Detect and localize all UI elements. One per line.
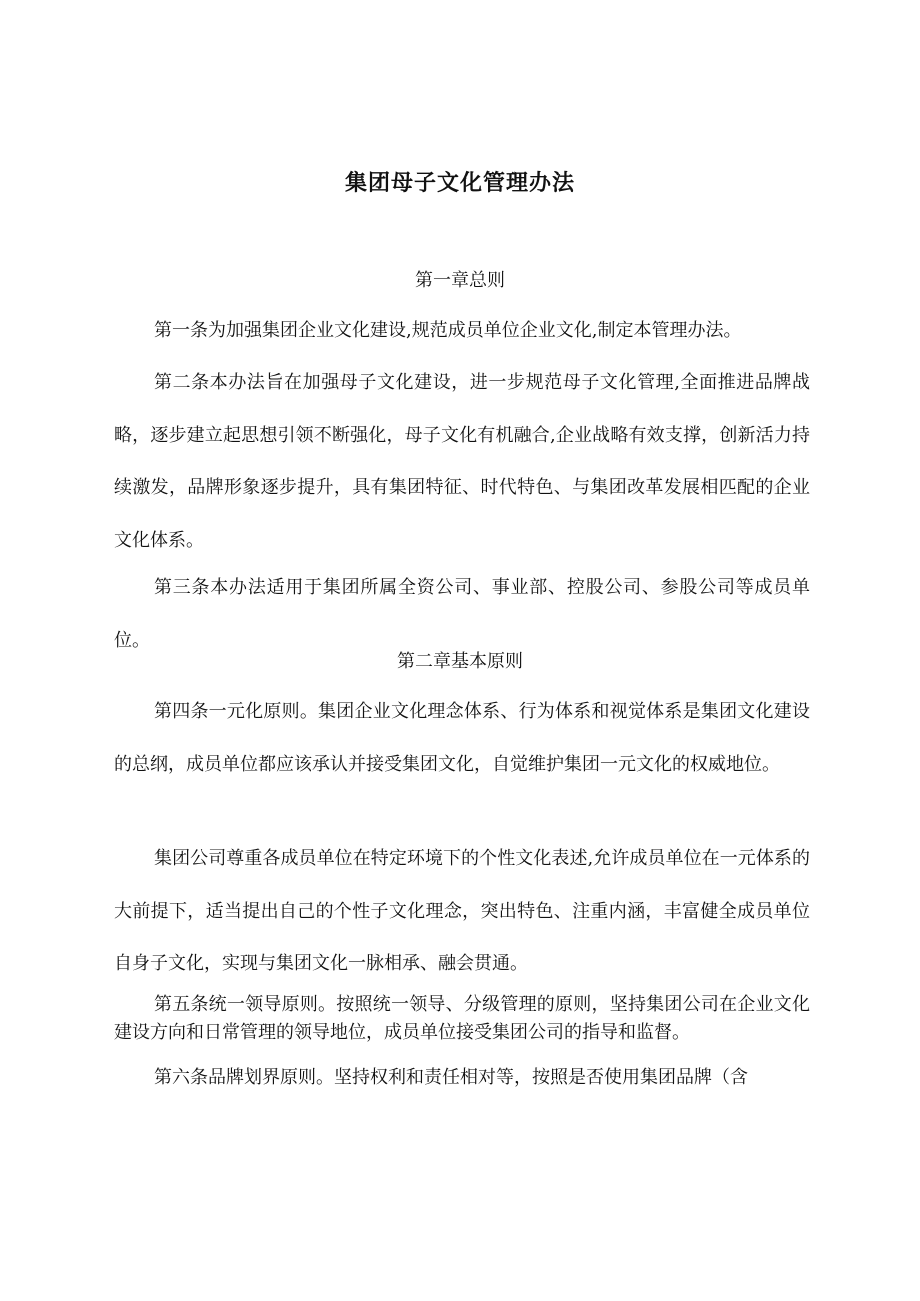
document-title: 集团母子文化管理办法	[344, 171, 575, 196]
article-5: 第五条统一领导原则。按照统一领导、分级管理的原则，坚持集团公司在企业文化建设方向和日常管理的领导地位，成员单位接受集团公司的指导和监督。	[114, 994, 810, 1043]
chapter-2-heading: 第二章基本原则	[397, 651, 523, 672]
article-2: 第二条本办法旨在加强母子文化建设，进一步规范母子文化管理,全面推进品牌战略，逐步建立起思想引领不断强化，母子文化有机融合,企业战略有效支撑，创新活力持续激发，品牌形象逐步提升，具有集团特征、时代特色、与集团改革发展相匹配的企业文化体系。	[114, 372, 810, 551]
chapter-1-heading: 第一章总则	[415, 270, 505, 291]
article-4: 第四条一元化原则。集团企业文化理念体系、行为体系和视觉体系是集团文化建设的总纲，成员单位都应该承认并接受集团文化，自觉维护集团一元文化的权威地位。	[114, 701, 810, 775]
article-6: 第六条品牌划界原则。坚持权利和责任相对等，按照是否使用集团品牌（含	[154, 1067, 748, 1088]
article-1: 第一条为加强集团企业文化建设,规范成员单位企业文化,制定本管理办法。	[154, 320, 742, 341]
article-4-paragraph-2: 集团公司尊重各成员单位在特定环境下的个性文化表述,允许成员单位在一元体系的大前提下，适当提出自己的个性子文化理念，突出特色、注重内涵，丰富健全成员单位自身子文化，实现与集团文化一脉相承、融会贯通。	[114, 848, 810, 974]
article-3: 第三条本办法适用于集团所属全资公司、事业部、控股公司、参股公司等成员单位。	[114, 577, 810, 651]
